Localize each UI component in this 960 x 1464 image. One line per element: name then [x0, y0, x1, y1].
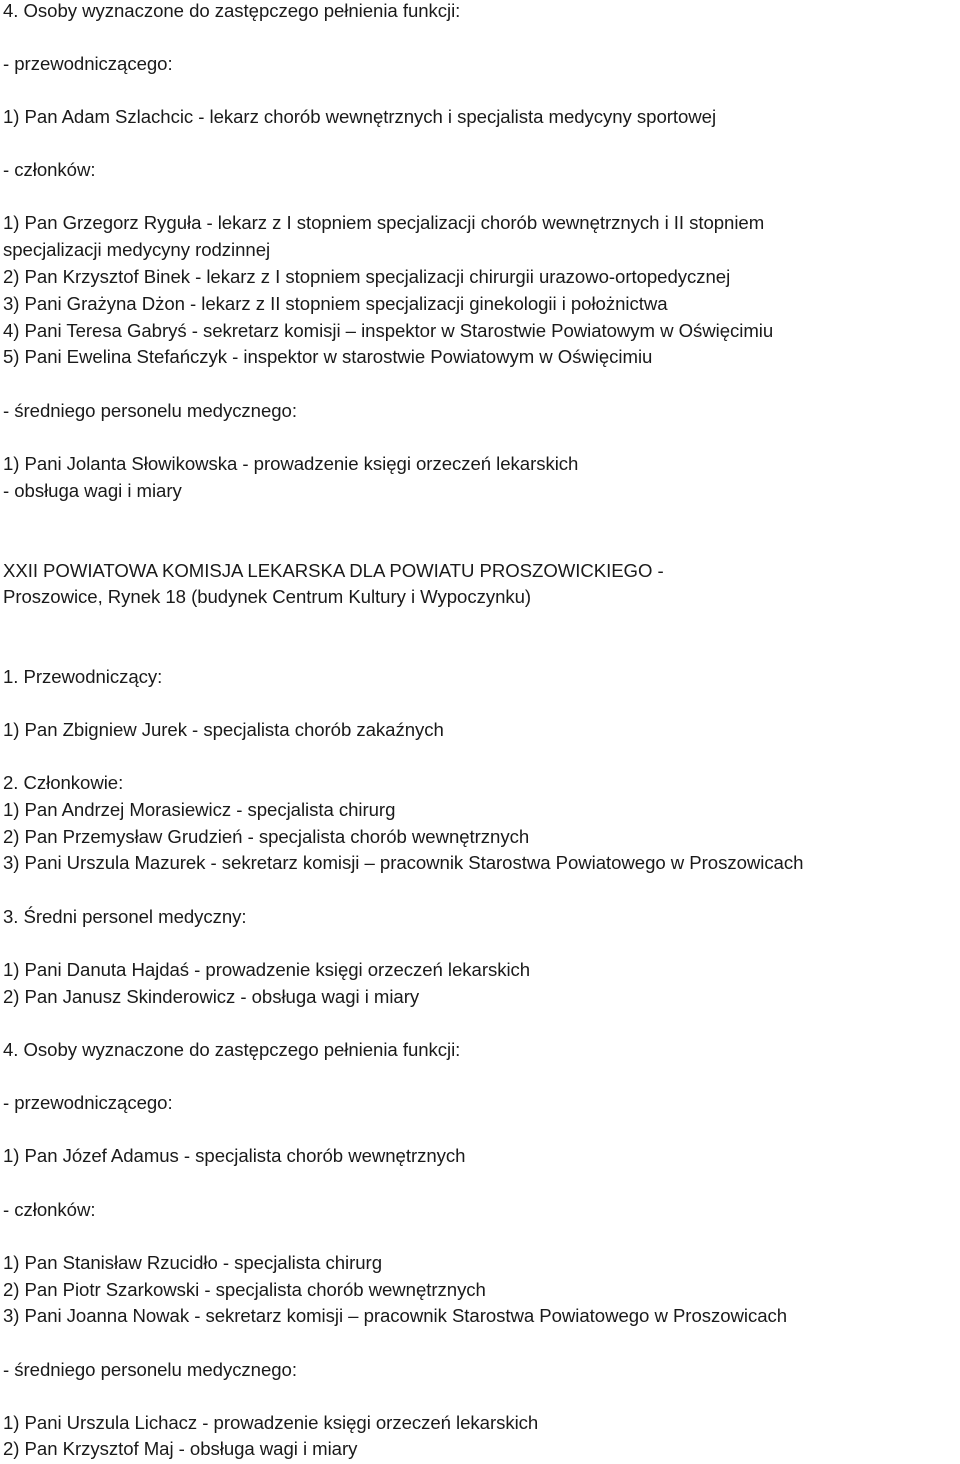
list-item: 2) Pan Krzysztof Binek - lekarz z I stopniem specjalizacji chirurgii urazowo-ortopedycznej [3, 266, 731, 287]
list-item: 1) Pan Grzegorz Ryguła - lekarz z I stopniem specjalizacji chorób wewnętrznych i II stopniem [3, 212, 765, 233]
section-heading: 1. Przewodniczący: [3, 666, 163, 687]
list-item: 2) Pan Krzysztof Maj - obsługa wagi i miary [3, 1438, 358, 1459]
subheading: - średniego personelu medycznego: [3, 1359, 297, 1380]
list-item-continuation: specjalizacji medycyny rodzinnej [3, 239, 271, 260]
list-item: 2) Pan Janusz Skinderowicz - obsługa wagi i miary [3, 986, 420, 1007]
list-item: 4) Pani Teresa Gabryś - sekretarz komisji – inspektor w Starostwie Powiatowym w Oświęcimiu [3, 320, 774, 341]
list-item: 2) Pan Piotr Szarkowski - specjalista chorób wewnętrznych [3, 1279, 486, 1300]
list-item: 1) Pan Józef Adamus - specjalista chorób wewnętrznych [3, 1145, 466, 1166]
list-item: 1) Pan Zbigniew Jurek - specjalista chorób zakaźnych [3, 719, 444, 740]
section-heading: 4. Osoby wyznaczone do zastępczego pełnienia funkcji: [3, 1039, 461, 1060]
section-heading: 4. Osoby wyznaczone do zastępczego pełnienia funkcji: [3, 0, 461, 21]
list-item: 1) Pani Danuta Hajdaś - prowadzenie księgi orzeczeń lekarskich [3, 959, 531, 980]
list-item: 1) Pani Jolanta Słowikowska - prowadzenie księgi orzeczeń lekarskich [3, 453, 579, 474]
list-item: 3) Pani Grażyna Dżon - lekarz z II stopniem specjalizacji ginekologii i położnictwa [3, 293, 668, 314]
list-item: 1) Pan Stanisław Rzucidło - specjalista chirurg [3, 1252, 382, 1273]
list-item: - obsługa wagi i miary [3, 480, 182, 501]
subheading: - średniego personelu medycznego: [3, 400, 297, 421]
subheading: - przewodniczącego: [3, 53, 173, 74]
list-item: 1) Pan Andrzej Morasiewicz - specjalista chirurg [3, 799, 396, 820]
section-heading: 3. Średni personel medyczny: [3, 906, 247, 927]
list-item: 3) Pani Joanna Nowak - sekretarz komisji – pracownik Starostwa Powiatowego w Proszowicach [3, 1305, 788, 1326]
list-item: 2) Pan Przemysław Grudzień - specjalista chorób wewnętrznych [3, 826, 530, 847]
commission-address: Proszowice, Rynek 18 (budynek Centrum Kultury i Wypoczynku) [3, 586, 532, 607]
subheading: - członków: [3, 1199, 96, 1220]
commission-title: XXII POWIATOWA KOMISJA LEKARSKA DLA POWIATU PROSZOWICKIEGO - [3, 560, 664, 581]
subheading: - przewodniczącego: [3, 1092, 173, 1113]
list-item: 5) Pani Ewelina Stefańczyk - inspektor w starostwie Powiatowym w Oświęcimiu [3, 346, 653, 367]
list-item: 1) Pani Urszula Lichacz - prowadzenie księgi orzeczeń lekarskich [3, 1412, 539, 1433]
subheading: - członków: [3, 159, 96, 180]
list-item: 1) Pan Adam Szlachcic - lekarz chorób wewnętrznych i specjalista medycyny sportowej [3, 106, 717, 127]
list-item: 3) Pani Urszula Mazurek - sekretarz komisji – pracownik Starostwa Powiatowego w Proszowicach [3, 852, 804, 873]
section-heading: 2. Członkowie: [3, 772, 124, 793]
